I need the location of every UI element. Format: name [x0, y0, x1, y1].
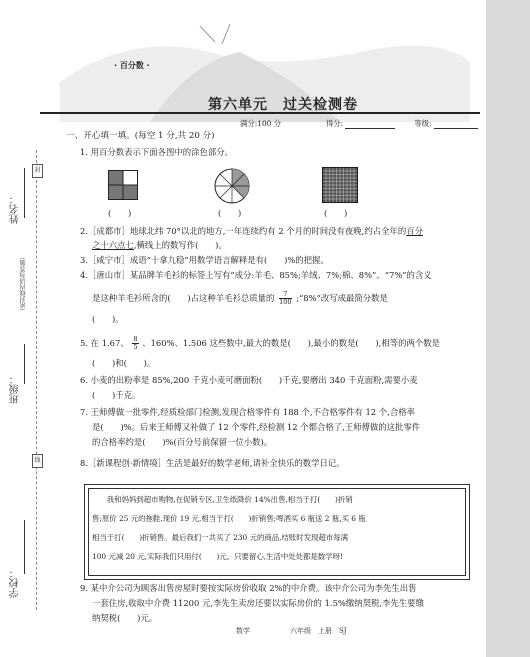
question-2	[80, 226, 423, 237]
q5-text-b: 、160%、1.506 这些数中,最大的数是( ),最小的数是( ),相等的两个数是	[142, 338, 440, 348]
seal-box-bottom: 线	[32, 454, 43, 468]
full-score-label: 满分:100 分	[240, 119, 282, 128]
diary-line: 我和妈妈到超市购物,在促销专区,卫生纸降价 14%出售,相当于打( )折销	[92, 495, 353, 504]
q2-text: 2.［成都市］地球北纬 70°以北的地方,一年连续约有 2 个月的时间没有夜晚,约占全年的	[80, 226, 407, 236]
diary-line: 相当于打( )折销售。最后我们一共买了 230 元的商品,结账时发现超市每满	[92, 533, 349, 542]
q2-underlined-2: 之十六点七	[92, 240, 134, 250]
seal-box-top: 封	[32, 164, 43, 178]
q4-fraction-denominator: 100	[279, 298, 292, 306]
page-title: 第六单元 过关检测卷	[208, 97, 358, 113]
q2-underlined-1: 百分	[406, 226, 423, 236]
seal-warning: （密封线内请勿答题）	[20, 254, 27, 314]
section-badge: · 百分数 ·	[114, 61, 150, 70]
circle-figure	[214, 168, 250, 204]
q4-text-b: 是这种羊毛衫所含的( )占这种羊毛衫总质量的	[92, 293, 275, 303]
question-3: 3.［咸宁市］成语“十拿九稳”用数学语言解释是有( )%的把握。	[80, 255, 329, 265]
q5-text-a: 5. 在 1.67、	[80, 338, 129, 348]
question-4: 4.［唐山市］某品牌羊毛衫的标签上写有“成分:羊毛、85%;羊绒、7%;棉、8%”。“7%”的含义	[80, 270, 432, 280]
q4-text-c: ;“8%”改写成最简分数是	[296, 293, 388, 303]
q5-fraction	[132, 336, 138, 351]
score-field[interactable]	[345, 120, 395, 129]
class-label: 班级：	[10, 374, 21, 404]
question-5	[80, 336, 440, 351]
question-9-end[interactable]: 纳契税( )元。	[92, 613, 158, 623]
grade-field[interactable]	[434, 120, 478, 129]
question-1: 1. 用百分数表示下面各图中的涂色部分。	[80, 147, 234, 157]
q4-blank[interactable]: ( )。	[92, 314, 124, 324]
q1-answer-1[interactable]: ( )	[108, 208, 132, 218]
q4-fraction	[279, 291, 291, 306]
question-2-cont	[92, 240, 227, 251]
grade-label: 等级:	[414, 119, 432, 128]
name-line	[24, 168, 25, 218]
score-row	[240, 118, 478, 129]
name-label: 姓名：	[10, 194, 21, 224]
diary-line: 100 元减 20 元,实际我们只用付( )元。只要留心,生活中处处都是数学呀!	[92, 552, 343, 561]
section-heading: 一、开心填一填。(每空 1 分,共 20 分)	[66, 131, 215, 141]
q7-blank[interactable]: 的合格率约是( )%(百分号前保留一位小数)。	[92, 437, 273, 447]
school-line	[24, 520, 25, 574]
q6-blank[interactable]: ( )千克。	[92, 390, 141, 400]
square-figure	[108, 170, 138, 200]
class-line	[24, 344, 25, 384]
question-9-cont: 一套住房,收取中介费 11200 元,李先生卖房还要以实际房价的 1.5%缴纳契税,李先生要缴	[92, 598, 424, 608]
q5-fraction-denominator: 5	[133, 343, 138, 351]
question-9: 9. 某中介公司为顾客出售房屋时要按实际房价收取 2%的中介费。该中介公司为李先生出售	[80, 583, 417, 593]
q5-fraction-numerator: 8	[133, 335, 138, 343]
seal-line	[36, 150, 38, 610]
question-7-cont: 是( )%。后来王师傅又补做了 12 个零件,经检测 12 个都合格了,王师傅做的这批零件	[92, 422, 421, 432]
q1-answer-2[interactable]: ( )	[218, 208, 242, 218]
page-edge-strip	[486, 0, 530, 657]
footer-subject: 数学	[236, 627, 250, 635]
footer-grade: 六年级 上册 SJ	[290, 627, 347, 635]
question-4-cont	[92, 291, 388, 306]
score-label: 得分:	[325, 119, 344, 128]
diary-line: 售;原价 25 元的拖鞋,现价 19 元,相当于打( )折销售;啤酒买 6 瓶送 2 瓶,买 6 瓶	[92, 514, 366, 523]
question-6: 6. 小麦的出粉率是 85%,200 千克小麦可磨面粉( )千克,要磨出 340 千克面粉,需要小麦	[80, 375, 418, 385]
q2-blank[interactable]: ,横线上的数写作( )。	[133, 240, 227, 250]
grid-figure	[322, 167, 358, 203]
question-8: 8.［新课程创·新情境］生活是最好的数学老师,请补全快乐的数学日记。	[80, 458, 345, 468]
school-label: 学校：	[10, 568, 21, 598]
question-7: 7. 王师傅做一批零件,经质检部门检测,发现合格零件有 188 个,不合格零件有 12 个,合格率	[80, 407, 415, 417]
q5-blank[interactable]: ( )和( )。	[92, 358, 156, 368]
q1-answer-3[interactable]: ( )	[324, 208, 348, 218]
q4-fraction-numerator: 7	[279, 291, 291, 299]
